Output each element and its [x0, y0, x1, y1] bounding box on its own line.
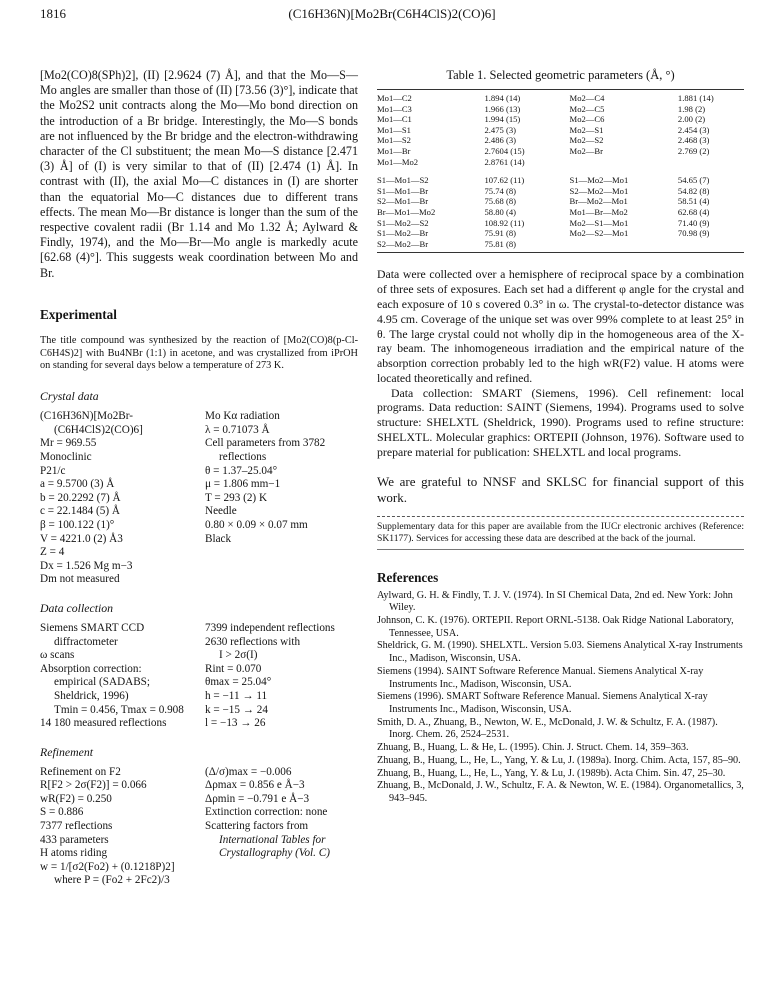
- data-collection-line: 14 180 measured reflections: [40, 717, 167, 730]
- crystal-data-heading: Crystal data: [40, 389, 99, 404]
- refinement-line: Refinement on F2: [40, 765, 121, 778]
- reference-item: Zhuang, B., Huang, L. & He, L. (1995). Chin. J. Struct. Chem. 14, 359–363.: [377, 742, 689, 754]
- refinement-line: International Tables for: [219, 833, 326, 846]
- crystal-data-line: β = 100.122 (1)°: [40, 518, 115, 531]
- table-cell: 1.994 (15): [484, 114, 521, 125]
- table-cell: 62.68 (4): [677, 206, 710, 217]
- crystal-data-line: V = 4221.0 (2) Å3: [40, 532, 123, 545]
- refinement-line: H atoms riding: [40, 847, 108, 860]
- table-row: [377, 114, 744, 125]
- data-collection-line: Sheldrick, 1996): [54, 689, 129, 702]
- reference-item: Johnson, C. K. (1976). ORTEPII. Report ORNL-5138. Oak Ridge National Laboratory, Tennessee, USA.: [377, 615, 734, 639]
- crystal-data-line: T = 293 (2) K: [205, 491, 268, 504]
- table-row: [377, 196, 744, 207]
- experimental-heading: Experimental: [40, 306, 117, 322]
- table-cell: Mo2—C6: [569, 114, 605, 125]
- crystal-data-line: Dm not measured: [40, 573, 120, 586]
- table-cell: S2—Mo1—Br: [377, 196, 429, 207]
- table-row: [377, 186, 744, 197]
- crystal-data-line: (C16H36N)[Mo2Br-: [40, 410, 133, 423]
- table-cell: Mo2—S1—Mo1: [569, 217, 629, 228]
- data-collection-line: 7399 independent reflections: [205, 621, 335, 634]
- table-cell: S2—Mo2—Mo1: [569, 185, 629, 196]
- table-cell: Mo2—S2: [569, 135, 604, 146]
- crystal-data-line: (C6H4ClS)2(CO)6]: [54, 423, 143, 436]
- table-cell: 2.00 (2): [677, 114, 706, 125]
- refinement-line: where P = (Fo2 + 2Fc2)/3: [54, 874, 170, 887]
- reference-item: Zhuang, B., Huang, L., He, L., Yang, Y. & Lu, J. (1989a). Inorg. Chim. Acta, 157, 85–90.: [377, 754, 741, 766]
- refinement-line: Scattering factors from: [205, 820, 309, 833]
- data-paragraph-2: Data collection: SMART (Siemens, 1996). Cell refinement: local programs. Data reduction: SAINT (Siemens, 1994). Programs used to solve structure: SHELXTL (Sheldrick, 1990). Programs used to refine structure: SHELXTL. Molecular graphics: ORTEPII (Johnson, 1976). Software used to prepare material for publication: SHELXTL and local programs.: [377, 385, 744, 459]
- refinement-left: [40, 766, 205, 888]
- table-cell: [570, 157, 678, 168]
- refinement-line: wR(F2) = 0.250: [40, 792, 112, 805]
- refinement-line: R[F2 > 2σ(F2)] = 0.066: [40, 779, 147, 792]
- crystal-data-line: Dx = 1.526 Mg m−3: [40, 559, 133, 572]
- crystal-data-line: Mo Kα radiation: [205, 410, 280, 423]
- table-cell: Mo2—S2—Mo1: [569, 228, 629, 239]
- data-collection-line: I > 2σ(I): [219, 649, 258, 662]
- running-title: (C16H36N)[Mo2Br(C6H4ClS)2(CO)6]: [288, 6, 496, 21]
- intro-paragraph: [Mo2(CO)8(SPh)2], (II) [2.9624 (7) Å], and that the Mo—S—Mo angles are smaller than those of (II) [73.56 (3)°], indicate that the Mo2S2 unit contracts along the Mo—Mo bond direction on the introduction of a Br bridge. Interestingly, the Mo—S bonds are not influenced by the Br bridge and the electron-withdrawing character of the Cl substituent; the mean Mo—S distance [2.471 (3) Å] of (I) is very similar to that of (II) [2.474 (1) Å]. In contrast with (II), the axial Mo—C distances in (I) are shorter than the equatorial Mo—C distances due to different trans effects. The mean Mo—Br distance is longer than the sum of the respective covalent radii (Br 1.14 and Mo 1.32 Å; Aylward & Findly, 1974), and the Mo—Br—Mo angle is markedly acute [62.68 (4)°]. This suggests weak coordination between Mo and Br.: [40, 68, 358, 280]
- data-collection-line: 2630 reflections with: [205, 635, 301, 648]
- data-collection-line: empirical (SADABS;: [54, 676, 151, 689]
- page-number: 1816: [40, 6, 66, 21]
- crystal-data-line: Mr = 969.55: [40, 437, 97, 450]
- table-cell: 58.80 (4): [484, 206, 516, 217]
- data-collection-block: [40, 622, 358, 731]
- data-collection-line: Absorption correction:: [40, 662, 142, 675]
- table-cell: [678, 239, 744, 253]
- table-cell: Br—Mo1—Mo2: [377, 206, 436, 217]
- refinement-line: Crystallography (Vol. C): [219, 847, 330, 860]
- reference-item: Zhuang, B., Huang, L., He, L., Yang, Y. & Lu, J. (1989b). Acta Chim. Sin. 47, 25–30.: [377, 767, 726, 779]
- table-cell: [570, 239, 678, 253]
- table-cell: Mo1—C3: [377, 103, 412, 114]
- table-cell: S1—Mo2—Br: [377, 228, 429, 239]
- table-cell: Mo1—C2: [377, 93, 412, 103]
- crystal-data-line: Monoclinic: [40, 451, 92, 464]
- table-cell: S1—Mo2—Mo1: [569, 175, 629, 186]
- crystal-data-line: Z = 4: [40, 546, 65, 559]
- crystal-data-line: reflections: [219, 451, 267, 464]
- table-cell: 2.468 (3): [677, 135, 710, 146]
- reference-item: Smith, D. A., Zhuang, B., Newton, W. E., McDonald, J. W. & Schultz, F. A. (1987). Inorg. Chem. 26, 2524–2531.: [377, 716, 718, 741]
- right-column: [377, 68, 744, 806]
- experimental-text: The title compound was synthesized by the reaction of [Mo2(CO)8(p-Cl-C6H4S)2] with Bu4NBr (1:1) in acetone, and was crystallized from iPrOH on standing for several days below a temperature of 273 K.: [40, 334, 358, 372]
- table-cell: S2—Mo2—Br: [377, 238, 429, 249]
- table-row: [377, 157, 744, 168]
- data-paragraph-1: Data were collected over a hemisphere of reciprocal space by a combination of three sets of exposures. Each set had a different φ angle for the crystal and each exposure of 10 s covered 0.3° in ω. The crystal-to-detector distance was 4.95 cm. Coverage of the unique set was over 99% complete to at least 25° in θ. The large crystal could not wholly dip in the homogeneous area of the X-ray beam. The inhomogeneous irradiation and the empirical nature of the absorption correction probably led to the high wR(F2) value. H atoms were located theoretically and refined.: [377, 267, 744, 385]
- left-column: [40, 68, 358, 888]
- table-cell: 1.881 (14): [677, 93, 714, 103]
- table-cell: 54.82 (8): [677, 185, 710, 196]
- geometric-parameters-table: [377, 89, 744, 253]
- reference-item: Zhuang, B., McDonald, J. W., Schultz, F. A. & Newton, W. E. (1984). Organometallics, 3, 943–945.: [377, 780, 744, 804]
- refinement-block: [40, 766, 358, 888]
- reference-item: Sheldrick, G. M. (1990). SHELXTL. Version 5.03. Siemens Analytical X-ray Instruments Inc., Madison, Wisconsin, USA.: [377, 640, 743, 665]
- refinement-line: 433 parameters: [40, 833, 109, 846]
- refinement-line: Δρmax = 0.856 e Å−3: [205, 779, 305, 792]
- table-row: [377, 228, 744, 239]
- table-row: [377, 218, 744, 229]
- table-cell: 75.74 (8): [484, 185, 516, 196]
- data-collection-line: l = −13 → 26: [205, 717, 266, 730]
- references-heading: References: [377, 569, 439, 585]
- page-header: [40, 6, 744, 24]
- table-cell: S1—Mo2—S2: [377, 217, 429, 228]
- table-cell: Br—Mo2—Mo1: [569, 196, 628, 207]
- table-cell: 1.98 (2): [677, 103, 706, 114]
- refinement-line: Extinction correction: none: [205, 806, 328, 819]
- refinement-line: w = 1/[σ2(Fo2) + (0.1218P)2]: [40, 860, 175, 873]
- refinement-line: 7377 reflections: [40, 820, 113, 833]
- refinement-right: [205, 766, 358, 888]
- table-cell: Mo1—S2: [377, 135, 411, 146]
- table-cell: Mo1—Br—Mo2: [569, 206, 628, 217]
- table-row: [377, 104, 744, 115]
- table-cell: 2.454 (3): [677, 124, 710, 135]
- data-collection-line: k = −15 → 24: [205, 703, 268, 716]
- table-row: [377, 207, 744, 218]
- crystal-data-line: Cell parameters from 3782: [205, 437, 326, 450]
- refinement-line: S = 0.886: [40, 806, 84, 819]
- table-cell: Mo2—S1: [569, 124, 604, 135]
- table-cell: 75.68 (8): [484, 196, 516, 207]
- table-row: [377, 146, 744, 157]
- table-cell: Mo1—Mo2: [377, 156, 419, 167]
- crystal-data-line: c = 22.1484 (5) Å: [40, 505, 120, 518]
- table-cell: 1.966 (13): [484, 103, 521, 114]
- data-collection-line: Rint = 0.070: [205, 662, 262, 675]
- data-collection-heading: Data collection: [40, 600, 114, 615]
- table-cell: 75.91 (8): [484, 228, 516, 239]
- table-row: [377, 90, 744, 104]
- data-collection-line: ω scans: [40, 649, 75, 662]
- data-collection-line: diffractometer: [54, 635, 118, 648]
- crystal-data-line: Needle: [205, 505, 237, 518]
- table-cell: 2.769 (2): [677, 145, 710, 156]
- table-cell: 2.486 (3): [484, 135, 516, 146]
- table-cell: 1.894 (14): [484, 93, 521, 103]
- table-cell: S1—Mo1—Br: [377, 185, 429, 196]
- table-cell: 70.98 (9): [677, 228, 710, 239]
- data-collection-right: [205, 622, 358, 731]
- crystal-data-line: λ = 0.71073 Å: [205, 423, 270, 436]
- table-cell: Mo2—C5: [569, 103, 605, 114]
- table-cell: [678, 157, 744, 168]
- data-collection-line: θmax = 25.04°: [205, 676, 272, 689]
- table-cell: Mo2—C4: [569, 93, 605, 103]
- table-cell: 75.81 (8): [484, 238, 516, 249]
- crystal-data-line: b = 20.2292 (7) Å: [40, 491, 121, 504]
- data-collection-left: [40, 622, 205, 731]
- crystal-data-line: θ = 1.37–25.04°: [205, 464, 278, 477]
- table-cell: 2.475 (3): [484, 124, 516, 135]
- table-cell: 2.7604 (15): [484, 145, 525, 156]
- data-collection-line: Siemens SMART CCD: [40, 621, 145, 634]
- table-cell: 2.8761 (14): [484, 156, 525, 167]
- table-cell: Mo1—S1: [377, 124, 411, 135]
- table-row: [377, 125, 744, 136]
- table-cell: 108.92 (11): [484, 217, 525, 228]
- crystal-data-line: a = 9.5700 (3) Å: [40, 478, 115, 491]
- table-cell: 71.40 (9): [677, 217, 710, 228]
- crystal-data-left: [40, 410, 205, 587]
- table-cell: Mo1—C1: [377, 114, 412, 125]
- crystal-data-line: 0.80 × 0.09 × 0.07 mm: [205, 518, 308, 531]
- reference-item: Aylward, G. H. & Findly, T. J. V. (1974). In SI Chemical Data, 2nd ed. New York: John Wiley.: [377, 589, 733, 614]
- table-cell: 107.62 (11): [484, 175, 525, 186]
- table-caption: Table 1. Selected geometric parameters (Å, °): [446, 68, 675, 82]
- table-cell: Mo1—Br: [377, 145, 411, 156]
- table-row: [377, 135, 744, 146]
- crystal-data-line: μ = 1.806 mm−1: [205, 478, 281, 491]
- refinement-line: Δρmin = −0.791 e Å−3: [205, 792, 310, 805]
- table-row: [377, 167, 744, 186]
- supplementary-note: Supplementary data for this paper are available from the IUCr electronic archives (Reference: SK1177). Services for accessing these data are described at the back of the journal.: [377, 520, 744, 544]
- crystal-data-block: [40, 410, 358, 587]
- table-cell: S1—Mo1—S2: [377, 175, 429, 186]
- table-cell: Mo2—Br: [569, 145, 603, 156]
- table-cell: 54.65 (7): [677, 175, 710, 186]
- table-cell: 58.51 (4): [677, 196, 710, 207]
- acknowledgement: We are grateful to NNSF and SKLSC for financial support of this work.: [377, 473, 744, 505]
- reference-item: Siemens (1996). SMART Software Reference Manual. Siemens Analytical X-ray Instruments Inc., Madison, Wisconsin, USA.: [377, 691, 708, 715]
- crystal-data-line: P21/c: [40, 464, 66, 477]
- crystal-data-line: Black: [205, 532, 232, 545]
- references-list: [377, 590, 744, 806]
- reference-item: Siemens (1994). SAINT Software Reference Manual. Siemens Analytical X-ray Instruments Inc., Madison, Wisconsin, USA.: [377, 665, 704, 690]
- crystal-data-right: [205, 410, 358, 587]
- refinement-line: (Δ/σ)max = −0.006: [205, 765, 292, 778]
- refinement-heading: Refinement: [40, 744, 94, 759]
- data-collection-line: Tmin = 0.456, Tmax = 0.908: [54, 703, 184, 716]
- data-collection-line: h = −11 → 11: [205, 689, 268, 702]
- table-row: [377, 239, 744, 253]
